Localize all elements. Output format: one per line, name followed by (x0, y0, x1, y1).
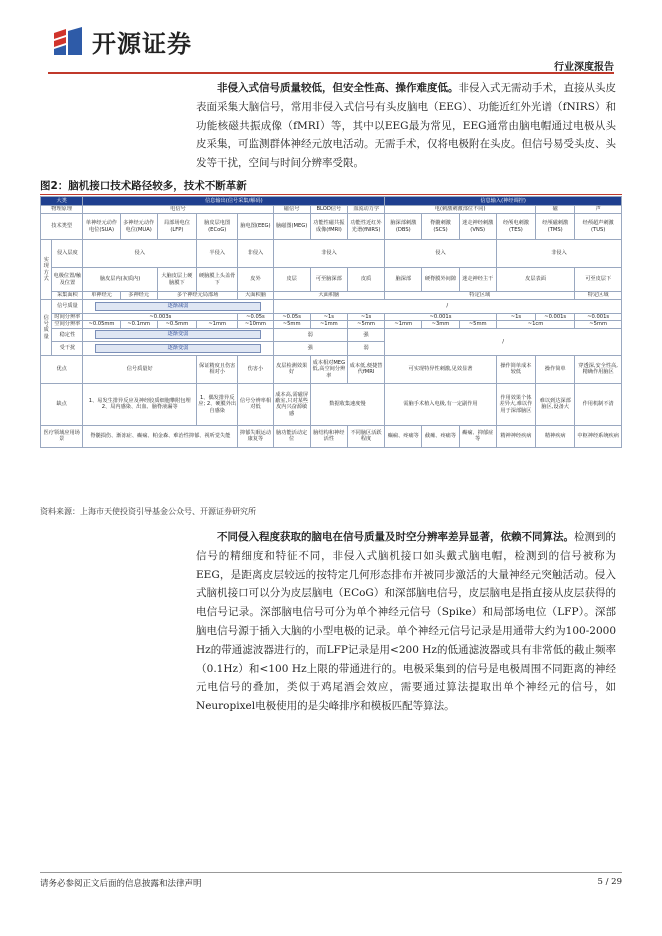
table-cell: 脑深部刺激(DBS) (385, 214, 422, 240)
table-row (41, 292, 622, 300)
table-cell: 脑皮层电图(ECoG) (197, 214, 238, 240)
row-title: 优点 (41, 355, 83, 383)
company-logo (52, 24, 192, 59)
table-row (41, 214, 622, 240)
table-cell: 皮层检测效果好 (273, 355, 310, 383)
table-row (41, 314, 622, 321)
table-cell: 操作简单成本较低 (496, 355, 535, 383)
row-group-title: 实现方式 (41, 240, 52, 300)
table-cell: 作用机制不清 (575, 383, 622, 425)
table-cell: 脑结构和神经活性 (310, 425, 347, 447)
footer-disclaimer: 请务必参阅正文后面的信息披露和法律声明 (40, 879, 202, 889)
table-cell: 多个神经元局部场 (157, 292, 238, 300)
table-cell: 脑深部 (385, 268, 422, 292)
paragraph-lead: 非侵入式信号质量较低，但安全性高、操作难度低。 (217, 82, 459, 94)
table-row (41, 355, 622, 383)
table-cell: 非侵入 (273, 240, 385, 268)
table-cell: 操作简单 (536, 355, 575, 383)
table-cell: 硬脊膜外间隙 (422, 268, 459, 292)
table-cell: 信号分辨率相对低 (238, 383, 273, 425)
figure-source: 资料来源：上海市天使投资引导基金公众号、开源证券研究所 (40, 507, 256, 516)
table-row (41, 425, 622, 447)
paragraph-lead: 不同侵入程度获取的脑电在信号质量及时空分辨率差异显著，依赖不同算法。 (217, 531, 574, 543)
row-group-title: 信号质量 (41, 300, 52, 356)
table-cell: 抑郁失眠运动康复等 (238, 425, 273, 447)
table-cell: 皮质 (347, 268, 384, 292)
table-cell: 迷走神经刺激(VNS) (459, 214, 496, 240)
table-row (41, 268, 622, 292)
row-title: 侵入层度 (52, 240, 83, 268)
table-cell: 硬脑膜上头盖骨下 (197, 268, 238, 292)
table-cell: 特定区域 (385, 292, 575, 300)
table-cell: 磁信号 (273, 206, 310, 214)
table-cell: ~0.001s (385, 314, 497, 321)
footer-divider (40, 872, 622, 873)
row-title: 时间分辨率 (52, 314, 83, 321)
paragraph-invasive-signals (196, 528, 616, 716)
table-row (41, 383, 622, 425)
table-cell: 功能性磁共振成像(fMRI) (310, 214, 347, 240)
table-cell: 脊髓刺激(SCS) (422, 214, 459, 240)
table-cell: ~1cm (496, 321, 575, 328)
table-cell: 数据收集速度慢 (310, 383, 384, 425)
row-title: 电极位置/触及位置 (52, 268, 83, 292)
table-cell: 成本高,需磁屏蔽室,只对某些皮内兴奋源敏感 (273, 383, 310, 425)
table-cell: 经颅电刺激(TES) (496, 214, 535, 240)
table-cell: ~1s (310, 314, 347, 321)
table-cell: 精神疾病 (536, 425, 575, 447)
row-title: 受干扰 (52, 341, 83, 355)
table-cell: ~10mm (238, 321, 273, 328)
table-cell: ~1s (496, 314, 535, 321)
table-cell: ~0.05mm (83, 321, 120, 328)
table-cell: ~0.003s (83, 314, 238, 321)
table-cell: 脑磁图(MEG) (273, 214, 310, 240)
table-cell: ~1s (347, 314, 384, 321)
table-cell: 可至脑深部 (310, 268, 347, 292)
row-title: 空间分辨率 (52, 321, 83, 328)
decreasing-arrow-icon: 逐渐变弱 (95, 344, 262, 353)
table-cell (83, 328, 273, 341)
row-title: 物理原理 (41, 206, 83, 214)
table-cell: / (385, 328, 622, 355)
table-cell: 癫痫、抑郁症等 (459, 425, 496, 447)
table-cell: 磁 (536, 206, 575, 214)
table-cell: 不同脑区活跃程度 (347, 425, 384, 447)
table-cell: 弱 (347, 341, 384, 355)
table-cell: ~3mm (422, 321, 459, 328)
paragraph-non-invasive (196, 79, 616, 173)
logo-mark-icon (52, 27, 86, 57)
figure-divider (40, 194, 622, 195)
table-cell: ~0.05s (273, 314, 310, 321)
table-cell: ~5mm (575, 321, 622, 328)
table-cell: 穿透深,安全性高,精确作用脑区 (575, 355, 622, 383)
table-cell: ~0.001s (575, 314, 622, 321)
row-title: 大类 (41, 197, 83, 206)
table-cell: 弱 (273, 328, 347, 341)
bci-comparison-table (40, 196, 622, 500)
table-cell: 皮层 (273, 268, 310, 292)
table-cell: 脑电图(EEG) (238, 214, 273, 240)
table-row (41, 240, 622, 268)
table-row (41, 206, 622, 214)
table-cell: 脊髓损伤、渐冻症、癫痫、帕金森、难治性抑郁、视听觉失能 (83, 425, 238, 447)
table-cell: 电信号 (83, 206, 273, 214)
table-cell: 需脑手术植入电极,有一定副作用 (385, 383, 497, 425)
figure-title: 图2：脑机接口技术路径较多，技术不断革新 (40, 180, 247, 192)
table-cell: 非侵入 (496, 240, 621, 268)
table-cell: 截瘫、疼痛等 (422, 425, 459, 447)
table-cell: 特定区域 (575, 292, 622, 300)
table-cell: ~5mm (347, 321, 384, 328)
table-cell: 皮外 (238, 268, 273, 292)
table-cell: 脑功能活动定位 (273, 425, 310, 447)
row-title: 信号质量 (52, 300, 83, 314)
table-cell: 声 (575, 206, 622, 214)
table-cell: 单神经元 (83, 292, 120, 300)
table-cell: 成本相对MEG低,高空间分辨率 (310, 355, 347, 383)
table-cell: ~5mm (459, 321, 496, 328)
table-cell: 保证精度且伤害相对小 (197, 355, 238, 383)
table-cell: 大脑皮层上硬脑膜下 (157, 268, 196, 292)
report-type-label: 行业深度报告 (554, 62, 614, 73)
table-cell: ~0.05s (238, 314, 273, 321)
table-cell: 难以到达深部脑区,设备大 (536, 383, 575, 425)
table-cell: 大面积脑 (238, 292, 273, 300)
table-cell: ~1mm (310, 321, 347, 328)
table-cell: ~0.001s (536, 314, 575, 321)
table-cell: 大面积脑 (273, 292, 385, 300)
table-cell: 可实现特异性刺激,见效显著 (385, 355, 497, 383)
table-cell: 血流动力学 (347, 206, 384, 214)
table-cell: 侵入 (385, 240, 497, 268)
paragraph-body: 非侵入式无需动手术，直接从头皮表面采集大脑信号，常用非侵入式信号有头皮脑电（EEG）、功能近红外光谱（fNIRS）和功能核磁共振成像（fMRI）等，其中以EEG最为常见，EEG通常由脑电帽通过电极从头皮采集，可监测群体神经元放电活动。无需手术，仅将电极附在头皮。但信号易受头皮、头发等干扰，空间与时间分辨率受限。 (196, 82, 616, 170)
table-cell: ~0.1mm (120, 321, 157, 328)
table-cell: 癫痫、疼痛等 (385, 425, 422, 447)
table-cell: 多神经元 (120, 292, 157, 300)
table-cell: 局部场电位(LFP) (157, 214, 196, 240)
header-divider (48, 72, 614, 74)
table-cell: 信息输出(信号采集/解码) (83, 197, 385, 206)
table-cell: 伤害小 (238, 355, 273, 383)
table-cell (83, 300, 273, 314)
table-cell: 多神经元动作电位(MUA) (120, 214, 157, 240)
row-title: 稳定性 (52, 328, 83, 341)
table-cell: 脑皮层内(灰质内) (83, 268, 157, 292)
table-cell (83, 341, 273, 355)
logo-text: 开源证券 (92, 30, 192, 58)
table-cell: 可至皮层下 (575, 268, 622, 292)
table-cell: ~5mm (273, 321, 310, 328)
paragraph-body: 检测到的信号的精细度和特征不同，非侵入式脑机接口如头戴式脑电帽，检测到的信号被称为EEG，是距离皮层较远的按特定几何形态排布并被同步激活的大量神经元突触活动。侵入式脑机接口可以分为皮层脑电（ECoG）和深部脑电信号，皮层脑电是指直接从皮层获得的电信号记录。深部脑电信号可分为单个神经元信号（Spike）和局部场电位（LFP）。深部脑电信号源于插入大脑的小型电极的记录。单个神经元信号记录是用通带大约为100-2000 Hz的带通滤波器进行的，而LFP记录是用<200 Hz的低通滤波器或具有非常低的截止频率（0.1Hz）和<100 Hz上限的带通进行的。电极采集到的信号是电极周围不同距离的神经元电信号的叠加，类似于鸡尾酒会效应，需要通过算法提取出单个神经元的信号，如Neuropixel电极使用的是尖峰排序和模板匹配等算法。 (196, 531, 616, 713)
table-cell: 半侵入 (197, 240, 238, 268)
table-cell: ~1mm (197, 321, 238, 328)
table-cell: 精神神经疾病 (496, 425, 535, 447)
table-cell: 1、偶发排异反应; 2、硬膜外出自感染 (197, 383, 238, 425)
table-row (41, 328, 622, 341)
table-row (41, 321, 622, 328)
decreasing-arrow-icon: 逐渐减弱 (95, 302, 262, 311)
table-cell: BLOD信号 (310, 206, 347, 214)
table-cell: 信号质量好 (83, 355, 197, 383)
table-cell: 功能性近红外光谱(fNIRS) (347, 214, 384, 240)
table-cell: 侵入 (83, 240, 197, 268)
table-cell: 皮层表面 (496, 268, 575, 292)
table-cell: ~0.5mm (157, 321, 196, 328)
decreasing-arrow-icon: 逐渐变弱 (95, 330, 262, 339)
table-cell: 非侵入 (238, 240, 273, 268)
table-row (41, 300, 622, 314)
table-cell: 信息输入(神经调控) (385, 197, 622, 206)
table-cell: 经颅磁刺激(TMS) (536, 214, 575, 240)
table-header-row (41, 197, 622, 206)
table-cell: 强 (273, 341, 347, 355)
table-cell: / (273, 300, 621, 314)
row-title: 采集面积 (52, 292, 83, 300)
row-title: 技术类型 (41, 214, 83, 240)
row-title: 医疗领域应用场景 (41, 425, 83, 447)
table-cell: 作用效果个体差异大,难以作用于深部脑区 (496, 383, 535, 425)
table-cell: 成本低,便捷替代fMRI (347, 355, 384, 383)
table-cell: ~1mm (385, 321, 422, 328)
table-cell: 1、易发生排异反应及神经胶质细胞攀附包埋 2、局内感染、出血、脑脊液漏等 (83, 383, 197, 425)
table-cell: 迷走神经主干 (459, 268, 496, 292)
table-cell: 中枢神经系统疾病 (575, 425, 622, 447)
page-number: 5 / 29 (597, 877, 622, 887)
table-cell: 电(刺激刺激部位不同) (385, 206, 536, 214)
row-title: 缺点 (41, 383, 83, 425)
table-cell: 单神经元动作电位(SUA) (83, 214, 120, 240)
table-cell: 强 (347, 328, 384, 341)
table-cell: 经颅超声刺激(TUS) (575, 214, 622, 240)
